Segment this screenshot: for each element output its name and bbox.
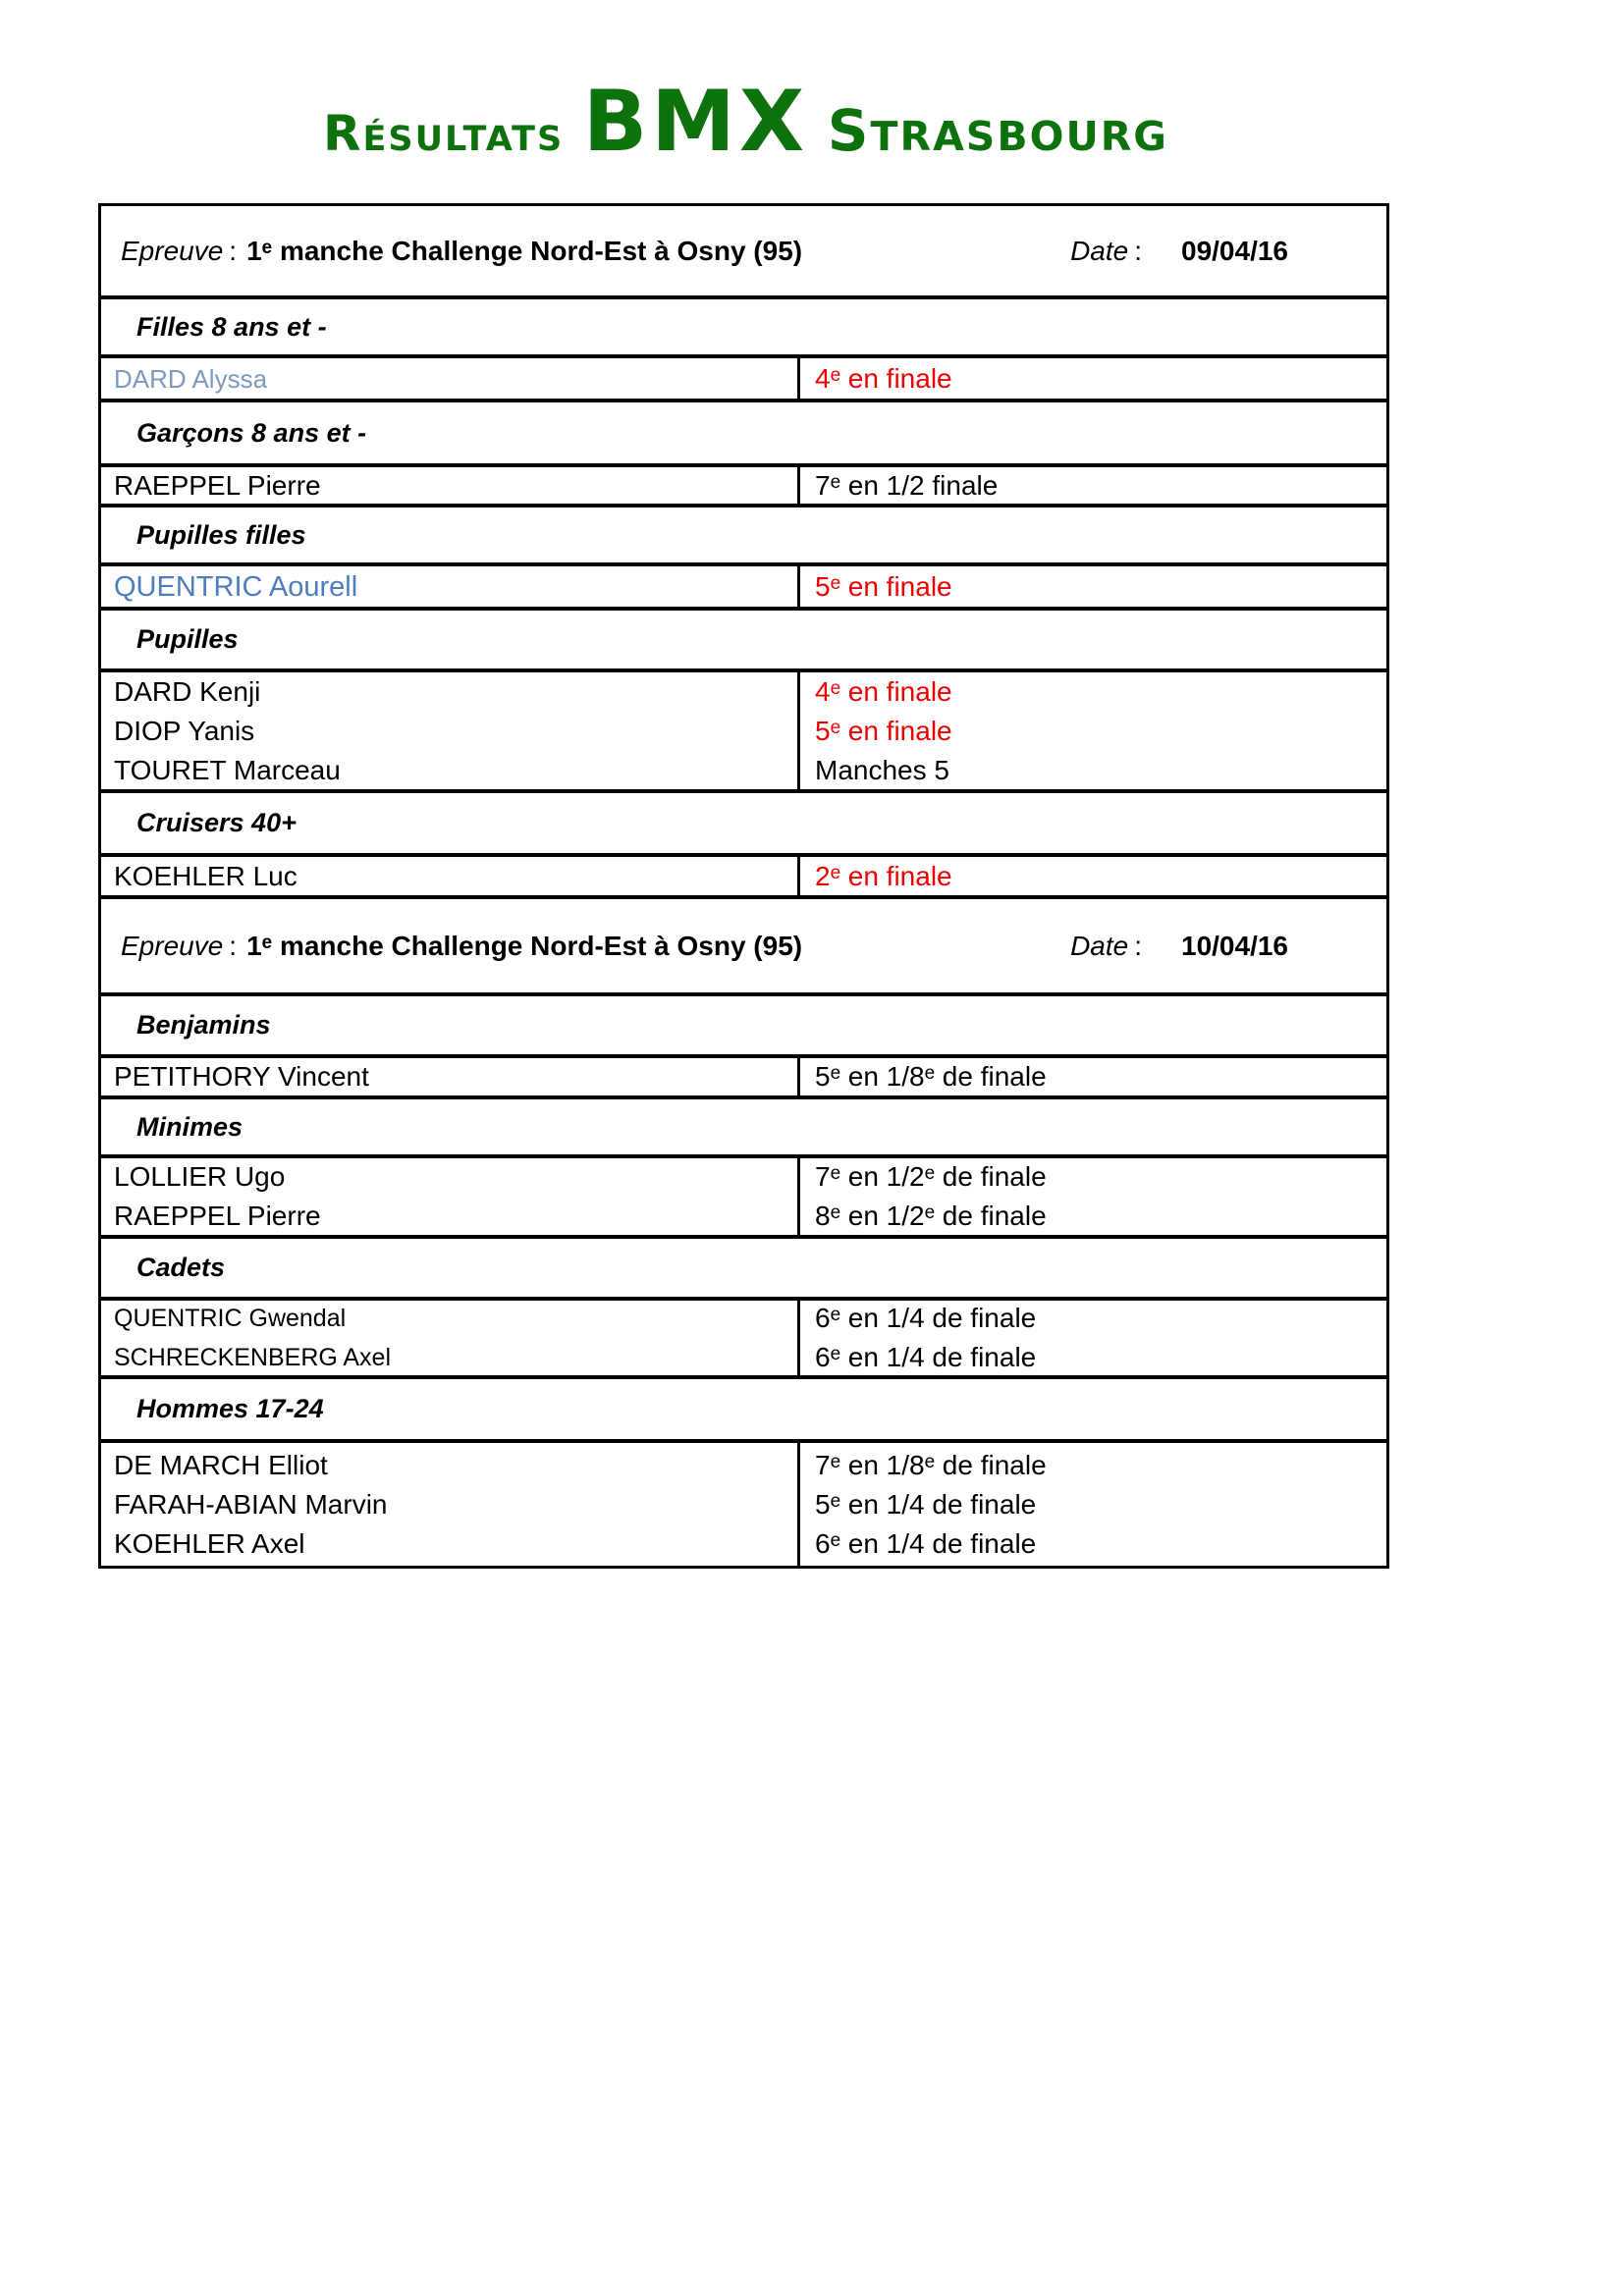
rider-name: QUENTRIC Aourell — [114, 570, 358, 603]
names-cell — [101, 1301, 800, 1375]
rider-result: 5ᵉ en 1/4 de finale — [815, 1488, 1037, 1520]
names-cell — [101, 467, 800, 504]
rider-name: LOLLIER Ugo — [114, 1161, 286, 1192]
result-row-group — [101, 1301, 1386, 1379]
rider-result: 4ᵉ en finale — [815, 675, 952, 707]
category-row — [101, 1239, 1386, 1301]
category-label: Pupilles — [136, 624, 239, 654]
rider-result: 4ᵉ en finale — [815, 362, 952, 394]
date-value: 10/04/16 — [1181, 930, 1288, 961]
result-row-group — [101, 857, 1386, 899]
result-row-group — [101, 1058, 1386, 1099]
event-title: 1ᵉ manche Challenge Nord-Est à Osny (95) — [246, 930, 803, 961]
date-value: 09/04/16 — [1181, 235, 1288, 266]
results-cell — [800, 467, 1386, 504]
results-cell — [800, 358, 1386, 399]
results-cell — [800, 857, 1386, 895]
results-cell — [800, 672, 1386, 789]
rider-result: 7ᵉ en 1/2 finale — [815, 469, 999, 501]
names-cell — [101, 358, 800, 399]
rider-name: RAEPPEL Pierre — [114, 1201, 321, 1231]
category-label: Garçons 8 ans et - — [136, 417, 367, 448]
category-label: Minimes — [136, 1111, 244, 1142]
category-label: Cadets — [136, 1253, 226, 1282]
event-label: Epreuve — [121, 235, 224, 266]
event-date-group — [1070, 236, 1288, 267]
results-cell — [800, 566, 1386, 607]
category-label: Filles 8 ans et - — [136, 311, 327, 342]
rider-name: RAEPPEL Pierre — [114, 469, 321, 501]
result-row-group — [101, 358, 1386, 402]
rider-result: 5ᵉ en 1/8ᵉ de finale — [815, 1061, 1047, 1092]
title-bmx: BMX — [582, 73, 809, 171]
rider-result: 6ᵉ en 1/4 de finale — [815, 1527, 1037, 1559]
rider-name: FARAH-ABIAN Marvin — [114, 1488, 388, 1520]
names-cell — [101, 1158, 800, 1235]
category-row — [101, 299, 1386, 358]
results-table — [98, 203, 1389, 1569]
results-cell — [800, 1158, 1386, 1235]
event-label: Epreuve — [121, 930, 224, 961]
rider-name: DE MARCH Elliot — [114, 1449, 328, 1480]
title-strasbourg: Strasbourg — [827, 97, 1168, 164]
category-label: Pupilles filles — [136, 519, 306, 550]
results-cell — [800, 1058, 1386, 1095]
date-colon: : — [1134, 235, 1142, 266]
event-colon: : — [229, 930, 238, 961]
page-title — [0, 73, 1624, 171]
category-row — [101, 793, 1386, 857]
rider-result: 2ᵉ en finale — [815, 860, 952, 891]
rider-result: Manches 5 — [815, 754, 949, 785]
category-row — [101, 1099, 1386, 1158]
rider-result: 5ᵉ en finale — [815, 570, 952, 602]
date-label: Date — [1070, 930, 1129, 961]
result-row-group — [101, 467, 1386, 507]
names-cell — [101, 672, 800, 789]
date-colon: : — [1134, 930, 1142, 961]
rider-result: 8ᵉ en 1/2ᵉ de finale — [815, 1201, 1047, 1231]
results-cell — [800, 1301, 1386, 1375]
title-resultats: Résultats — [323, 105, 565, 162]
category-row — [101, 402, 1386, 467]
event-header-row — [101, 206, 1386, 299]
result-row-group — [101, 672, 1386, 793]
category-row — [101, 996, 1386, 1058]
event-title: 1ᵉ manche Challenge Nord-Est à Osny (95) — [246, 235, 803, 266]
event-date-group — [1070, 931, 1288, 962]
event-colon: : — [229, 235, 238, 266]
result-row-group — [101, 1443, 1386, 1566]
rider-name: DARD Kenji — [114, 675, 261, 707]
category-row — [101, 1379, 1386, 1443]
rider-name: PETITHORY Vincent — [114, 1061, 369, 1092]
category-label: Benjamins — [136, 1010, 271, 1040]
rider-name: KOEHLER Luc — [114, 860, 298, 891]
names-cell — [101, 1443, 800, 1566]
names-cell — [101, 857, 800, 895]
rider-result: 5ᵉ en finale — [815, 715, 952, 746]
category-row — [101, 611, 1386, 672]
rider-result: 6ᵉ en 1/4 de finale — [815, 1303, 1037, 1333]
names-cell — [101, 1058, 800, 1095]
event-header-row — [101, 899, 1386, 996]
rider-name: QUENTRIC Gwendal — [114, 1305, 347, 1332]
rider-name: KOEHLER Axel — [114, 1527, 305, 1559]
result-row-group — [101, 1158, 1386, 1239]
date-label: Date — [1070, 235, 1129, 266]
rider-name: DIOP Yanis — [114, 715, 255, 746]
category-row — [101, 507, 1386, 566]
rider-name: SCHRECKENBERG Axel — [114, 1344, 392, 1371]
results-cell — [800, 1443, 1386, 1566]
rider-name: DARD Alyssa — [114, 363, 268, 394]
names-cell — [101, 566, 800, 607]
rider-result: 7ᵉ en 1/2ᵉ de finale — [815, 1161, 1047, 1192]
rider-result: 6ᵉ en 1/4 de finale — [815, 1342, 1037, 1372]
category-label: Cruisers 40+ — [136, 808, 297, 837]
rider-name: TOURET Marceau — [114, 754, 341, 785]
result-row-group — [101, 566, 1386, 611]
category-label: Hommes 17-24 — [136, 1394, 324, 1423]
rider-result: 7ᵉ en 1/8ᵉ de finale — [815, 1449, 1047, 1480]
